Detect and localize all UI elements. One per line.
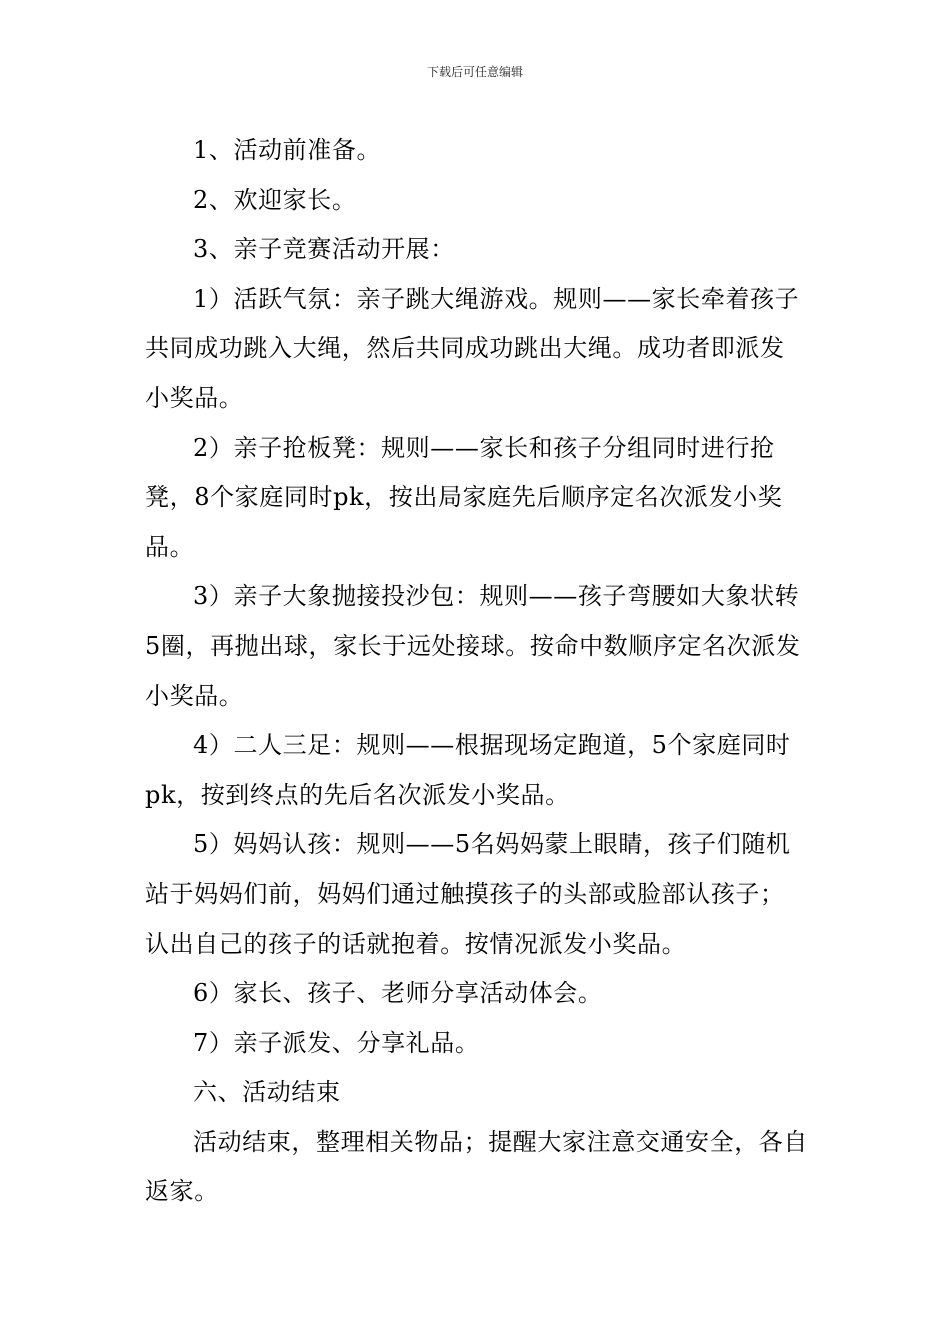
paragraph-musical-chairs: 2）亲子抢板凳：规则——家长和孩子分组同时进行抢凳，8个家庭同时pk，按出局家庭先后顺序定名次派发小奖品。 bbox=[145, 433, 783, 561]
page-header-note: 下载后可任意编辑 bbox=[426, 65, 523, 79]
paragraph-welcome: 2、欢迎家长。 bbox=[193, 185, 357, 214]
paragraph-mom-recognize: 5）妈妈认孩：规则——5名妈妈蒙上眼睛，孩子们随机站于妈妈们前，妈妈们通过触摸孩子的头部或脸部认孩子；认出自己的孩子的话就抱着。按情况派发小奖品。 bbox=[145, 830, 791, 958]
paragraph-jump-rope: 1）活跃气氛：亲子跳大绳游戏。规则——家长牵着孩子共同成功跳入大绳，然后共同成功跳出大绳。成功者即派发小奖品。 bbox=[145, 284, 800, 412]
document-body bbox=[145, 126, 809, 1217]
paragraph-competition: 3、亲子竞赛活动开展： bbox=[193, 235, 455, 264]
paragraph-closing: 活动结束，整理相关物品；提醒大家注意交通安全，各自返家。 bbox=[145, 1127, 808, 1206]
paragraph-elephant-toss: 3）亲子大象抛接投沙包：规则——孩子弯腰如大象状转5圈，再抛出球，家长于远处接球。按命中数顺序定名次派发小奖品。 bbox=[145, 582, 801, 710]
paragraph-prep: 1、活动前准备。 bbox=[193, 136, 382, 164]
paragraph-three-legged: 4）二人三足：规则——根据现场定跑道，5个家庭同时pk，按到终点的先后名次派发小奖品。 bbox=[145, 731, 791, 809]
paragraph-share-experience: 6）家长、孩子、老师分享活动体会。 bbox=[193, 979, 603, 1008]
paragraph-gifts: 7）亲子派发、分享礼品。 bbox=[193, 1028, 480, 1057]
section-heading-end: 六、活动结束 bbox=[193, 1078, 341, 1107]
